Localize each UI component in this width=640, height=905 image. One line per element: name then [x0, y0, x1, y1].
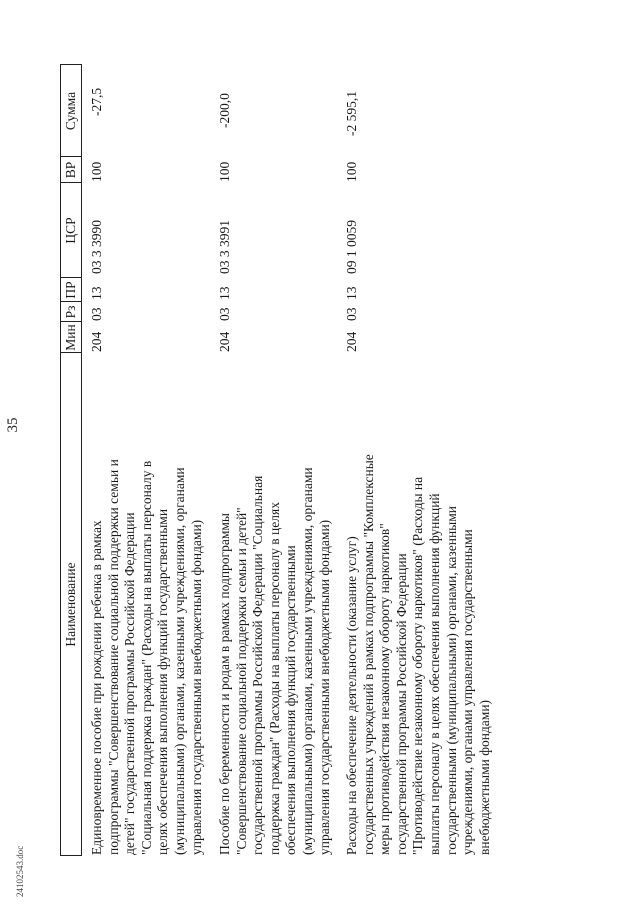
- row-name-line: целях обеспечения выполнения функций государственными: [155, 508, 171, 855]
- row-csr: 03 3 3990: [89, 220, 104, 274]
- header-vr: ВР: [63, 161, 78, 179]
- row-name-line: подпрограммы "Совершенствование социальной поддержки семьи и: [105, 459, 121, 855]
- row-rz: 03: [344, 307, 359, 321]
- header-sum: Сумма: [63, 91, 78, 131]
- row-name-line: "Противодействие незаконному обороту наркотиков" (Расходы на: [410, 476, 426, 855]
- header-csr: ЦСР: [63, 217, 78, 244]
- row-name-line: внебюджетными фондами): [476, 699, 492, 855]
- row-name: [89, 355, 205, 855]
- row-sum: -200,0: [217, 93, 232, 128]
- row-rz: 03: [217, 307, 232, 321]
- row-name-line: поддержка граждан" (Расходы на выплаты персоналу в целях: [266, 502, 282, 855]
- row-sum: -2 595,1: [344, 91, 359, 136]
- header-bottom-border: [81, 64, 82, 856]
- row-vr: 100: [344, 161, 359, 182]
- row-min: 204: [217, 331, 232, 352]
- row-name-line: государственными (муниципальными) органами, казенными: [443, 505, 459, 855]
- row-name-line: меры противодействия незаконному обороту наркотиков": [377, 523, 393, 855]
- row-pr: 13: [89, 286, 104, 300]
- header-pr: ПР: [63, 281, 78, 299]
- row-pr: 13: [217, 286, 232, 300]
- row-name-line: управления государственными внебюджетными фондами): [316, 519, 332, 855]
- row-vr: 100: [89, 161, 104, 182]
- row-sum: -27,5: [89, 87, 104, 116]
- row-name-line: учреждениями, органами управления государственными: [460, 529, 476, 855]
- row-name-line: Расходы на обеспечение деятельности (оказание услуг): [344, 536, 359, 855]
- row-name-line: Единовременное пособие при рождении ребенка в рамках: [89, 520, 104, 855]
- row-name-line: "Совершенствование социальной поддержки семьи и детей": [233, 507, 249, 855]
- row-name-line: управления государственными внебюджетными фондами): [188, 519, 204, 855]
- row-name-line: детей" государственной программы Российской Федерации: [122, 512, 138, 855]
- row-name-line: (муниципальными) органами, казенными учреждениями, органами: [299, 467, 315, 855]
- row-name-line: государственной программы Российской Федерации: [393, 553, 409, 855]
- row-name: [344, 355, 493, 855]
- row-rz: 03: [89, 307, 104, 321]
- row-min: 204: [344, 331, 359, 352]
- document-filename: 24102543.doc: [15, 845, 25, 897]
- row-name-line: государственных учреждений в рамках подпрограммы "Комплексные: [360, 454, 376, 855]
- row-name-line: государственной программы Российской Федерации "Социальная: [250, 475, 266, 855]
- header-name: Наименование: [63, 562, 78, 647]
- row-name: [217, 355, 333, 855]
- row-csr: 09 1 0059: [344, 220, 359, 274]
- page-number: 35: [5, 417, 21, 433]
- row-min: 204: [89, 331, 104, 352]
- row-vr: 100: [217, 161, 232, 182]
- row-name-line: Пособие по беременности и родам в рамках подпрограммы: [217, 513, 232, 855]
- row-name-line: обеспечения выполнения функций государственными: [283, 545, 299, 855]
- header-min: Мин: [63, 324, 78, 351]
- row-name-line: выплаты персоналу в целях обеспечения выполнения функций: [426, 493, 442, 855]
- row-name-line: (муниципальными) органами, казенными учреждениями, органами: [171, 467, 187, 855]
- row-name-line: "Социальная поддержка граждан" (Расходы на выплаты персоналу в: [138, 460, 154, 855]
- row-csr: 03 3 3991: [217, 220, 232, 274]
- header-rz: Рз: [63, 305, 78, 319]
- row-pr: 13: [344, 286, 359, 300]
